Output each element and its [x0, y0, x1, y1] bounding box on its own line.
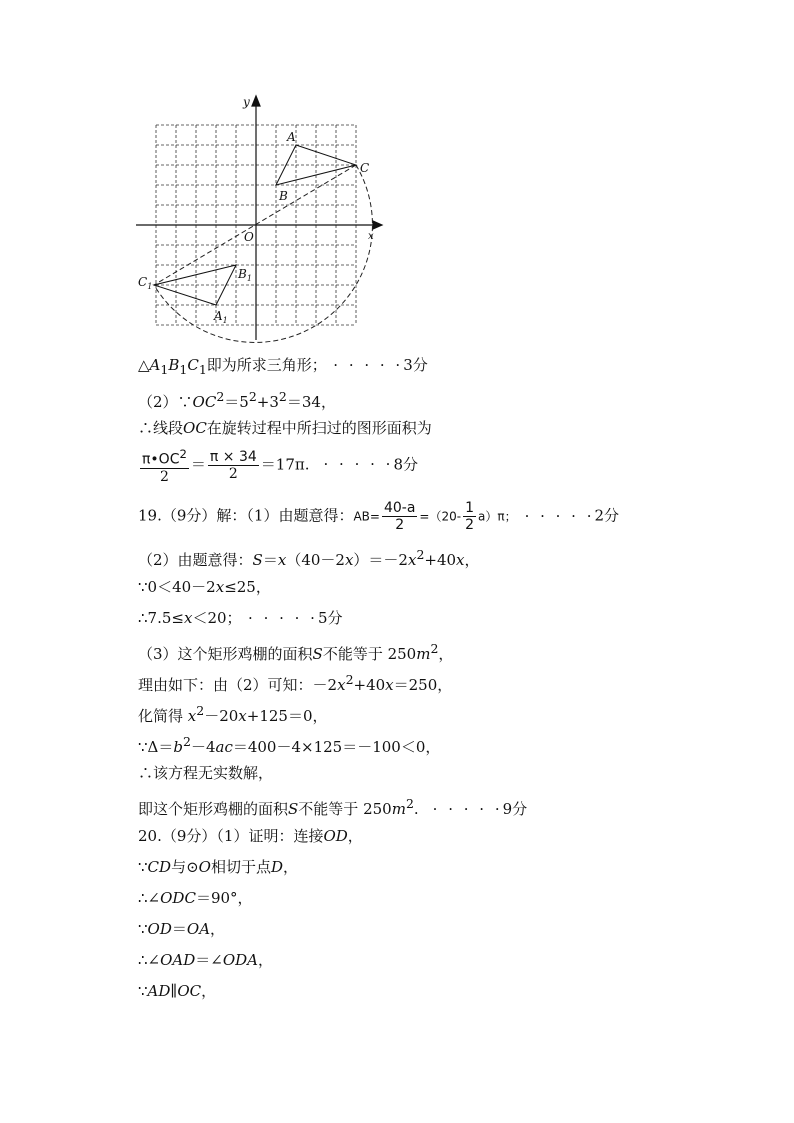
line-triangle-result: $\triangle A_1B_1C_1$即为所求三角形； · · · · ·3分	[138, 356, 428, 377]
line-area-formula: $\frac{\pi•OC^2}{2}$ ＝ $\frac{\pi \times 34}{2}$ ＝17π. · · · · ·8分	[142, 447, 418, 485]
rotation-arc	[154, 165, 372, 342]
line-right-angle: ∴∠ODC＝90°，	[138, 889, 253, 907]
line-q20-start: 20.（9分）（1）证明：连接OD，	[138, 827, 363, 845]
line-swept-area: ∴线段OC在旋转过程中所扫过的图形面积为	[138, 419, 432, 437]
fraction-one-half: $\frac{1}{2}$	[465, 500, 474, 533]
label-a: A	[287, 130, 296, 144]
label-b: B	[279, 189, 288, 203]
label-c1: $C_1$	[138, 275, 153, 291]
axes	[136, 96, 382, 340]
y-axis-arrow-icon	[252, 96, 260, 106]
line-conclusion: 即这个矩形鸡棚的面积S不能等于 $250m^2$. · · · · ·9分	[138, 796, 528, 818]
fraction-pi-oc: $\frac{\pi•OC^2}{2}$	[142, 447, 187, 485]
label-y: y	[243, 95, 250, 109]
label-a1: $A_1$	[214, 309, 228, 325]
line-q19-part2: （2）由题意得：$S=x(40-2x)=-2x^2+40x$，	[138, 547, 480, 569]
fraction-40-a: $\frac{40-a}{2}$	[383, 500, 416, 533]
label-x: x	[368, 231, 374, 242]
line-od-eq-oa: ∵OD＝OA，	[138, 920, 226, 938]
line-no-real-roots: ∴该方程无实数解，	[138, 764, 274, 782]
coordinate-figure	[130, 90, 390, 345]
line-parallel: ∵AD∥OC，	[138, 982, 217, 1000]
line-inequality: ∵0＜40－2x≤25，	[138, 578, 271, 596]
line-simplify: 化简得 $x^2-20x+125=0$，	[138, 703, 328, 725]
line-tangent: ∵CD与⊙O相切于点D，	[138, 858, 299, 876]
line-q19-part1: 19.（9分）解：（1）由题意得：AB= $\frac{40-a}{2}$ =（20- $\frac{1}{2}$ a）π； · · · · ·2分	[138, 500, 620, 533]
x-axis-arrow-icon	[373, 221, 382, 229]
line-discriminant: $\because\Delta=b^2-4ac=400-4\times 125=-100<0$，	[138, 734, 441, 756]
fraction-pi-34: $\frac{\pi \times 34}{2}$	[209, 448, 257, 482]
line-x-range: ∴7.5≤x＜20； · · · · ·5分	[138, 609, 343, 627]
line-oc-squared: $(2)\because OC^2=5^2+3^2=34$，	[138, 389, 336, 411]
line-q19-part3: （3）这个矩形鸡棚的面积S不能等于 $250m^2$，	[138, 641, 454, 663]
label-o: O	[244, 230, 254, 244]
label-c: C	[360, 161, 370, 175]
line-equal-angles: ∴∠OAD＝∠ODA，	[138, 951, 274, 969]
label-b1: $B_1$	[238, 267, 252, 283]
line-reason: 理由如下：由（2）可知：$-2x^2+40x=250$，	[138, 672, 453, 694]
